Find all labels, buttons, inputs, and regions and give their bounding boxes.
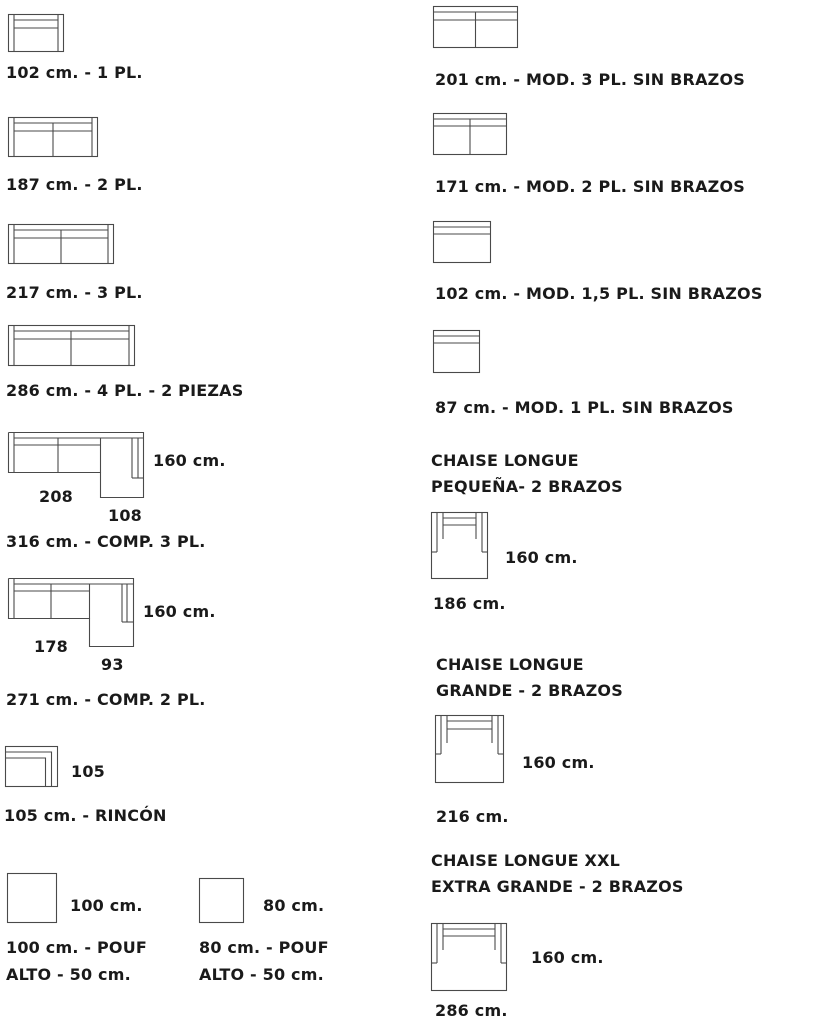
module-1-seat-label: 87 cm. - MOD. 1 PL. SIN BRAZOS — [435, 398, 734, 417]
chaise-xxl-width: 286 cm. — [435, 1001, 508, 1020]
chaise-xxl-depth: 160 cm. — [531, 948, 604, 967]
module-1-seat-icon — [433, 330, 480, 373]
chaise-small-title-line2: PEQUEÑA- 2 BRAZOS — [431, 477, 623, 496]
corner-module-icon — [5, 746, 58, 787]
chaise-xxl-title-line1: CHAISE LONGUE XXL — [431, 851, 621, 870]
sofa-4-seat-icon — [8, 325, 135, 366]
sofa-4-seat-label: 286 cm. - 4 PL. - 2 PIEZAS — [6, 381, 244, 400]
sofa-2-seat-icon — [8, 117, 98, 157]
module-3-seat-icon — [433, 6, 518, 48]
corner-module-label: 105 cm. - RINCÓN — [4, 806, 167, 825]
sofa-3-seat-label: 217 cm. - 3 PL. — [6, 283, 143, 302]
sofa-3-seat-icon — [8, 224, 114, 264]
composition-2-chaise-width: 93 — [101, 655, 124, 674]
pouf-80-label-line1: 80 cm. - POUF — [199, 938, 329, 957]
composition-2-seat-icon — [8, 578, 134, 647]
sofa-2-seat-label: 187 cm. - 2 PL. — [6, 175, 143, 194]
pouf-100-label-line2: ALTO - 50 cm. — [6, 965, 131, 984]
module-1-5-seat-icon — [433, 221, 491, 263]
chaise-xxl-title-line2: EXTRA GRANDE - 2 BRAZOS — [431, 877, 684, 896]
chaise-large-width: 216 cm. — [436, 807, 509, 826]
composition-2-depth: 160 cm. — [143, 602, 216, 621]
chaise-small-depth: 160 cm. — [505, 548, 578, 567]
sofa-1-seat-label: 102 cm. - 1 PL. — [6, 63, 143, 82]
composition-3-depth: 160 cm. — [153, 451, 226, 470]
pouf-80-size: 80 cm. — [263, 896, 325, 915]
composition-2-label: 271 cm. - COMP. 2 PL. — [6, 690, 206, 709]
module-2-seat-icon — [433, 113, 507, 155]
module-1-5-seat-label: 102 cm. - MOD. 1,5 PL. SIN BRAZOS — [435, 284, 763, 303]
chaise-xxl-icon — [431, 923, 507, 991]
chaise-large-title-line1: CHAISE LONGUE — [436, 655, 584, 674]
pouf-80-label-line2: ALTO - 50 cm. — [199, 965, 324, 984]
composition-3-left-width: 208 — [39, 487, 73, 506]
pouf-100-size: 100 cm. — [70, 896, 143, 915]
chaise-small-icon — [431, 512, 488, 579]
module-2-seat-label: 171 cm. - MOD. 2 PL. SIN BRAZOS — [435, 177, 745, 196]
chaise-large-depth: 160 cm. — [522, 753, 595, 772]
pouf-100-icon — [7, 873, 57, 923]
corner-module-size: 105 — [71, 762, 105, 781]
composition-2-left-width: 178 — [34, 637, 68, 656]
chaise-small-title-line1: CHAISE LONGUE — [431, 451, 579, 470]
chaise-large-icon — [435, 715, 504, 783]
composition-3-chaise-width: 108 — [108, 506, 142, 525]
composition-3-label: 316 cm. - COMP. 3 PL. — [6, 532, 206, 551]
sofa-1-seat-icon — [8, 14, 64, 52]
pouf-80-icon — [199, 878, 244, 923]
chaise-small-width: 186 cm. — [433, 594, 506, 613]
composition-3-seat-icon — [8, 432, 144, 498]
chaise-large-title-line2: GRANDE - 2 BRAZOS — [436, 681, 623, 700]
pouf-100-label-line1: 100 cm. - POUF — [6, 938, 148, 957]
module-3-seat-label: 201 cm. - MOD. 3 PL. SIN BRAZOS — [435, 70, 745, 89]
